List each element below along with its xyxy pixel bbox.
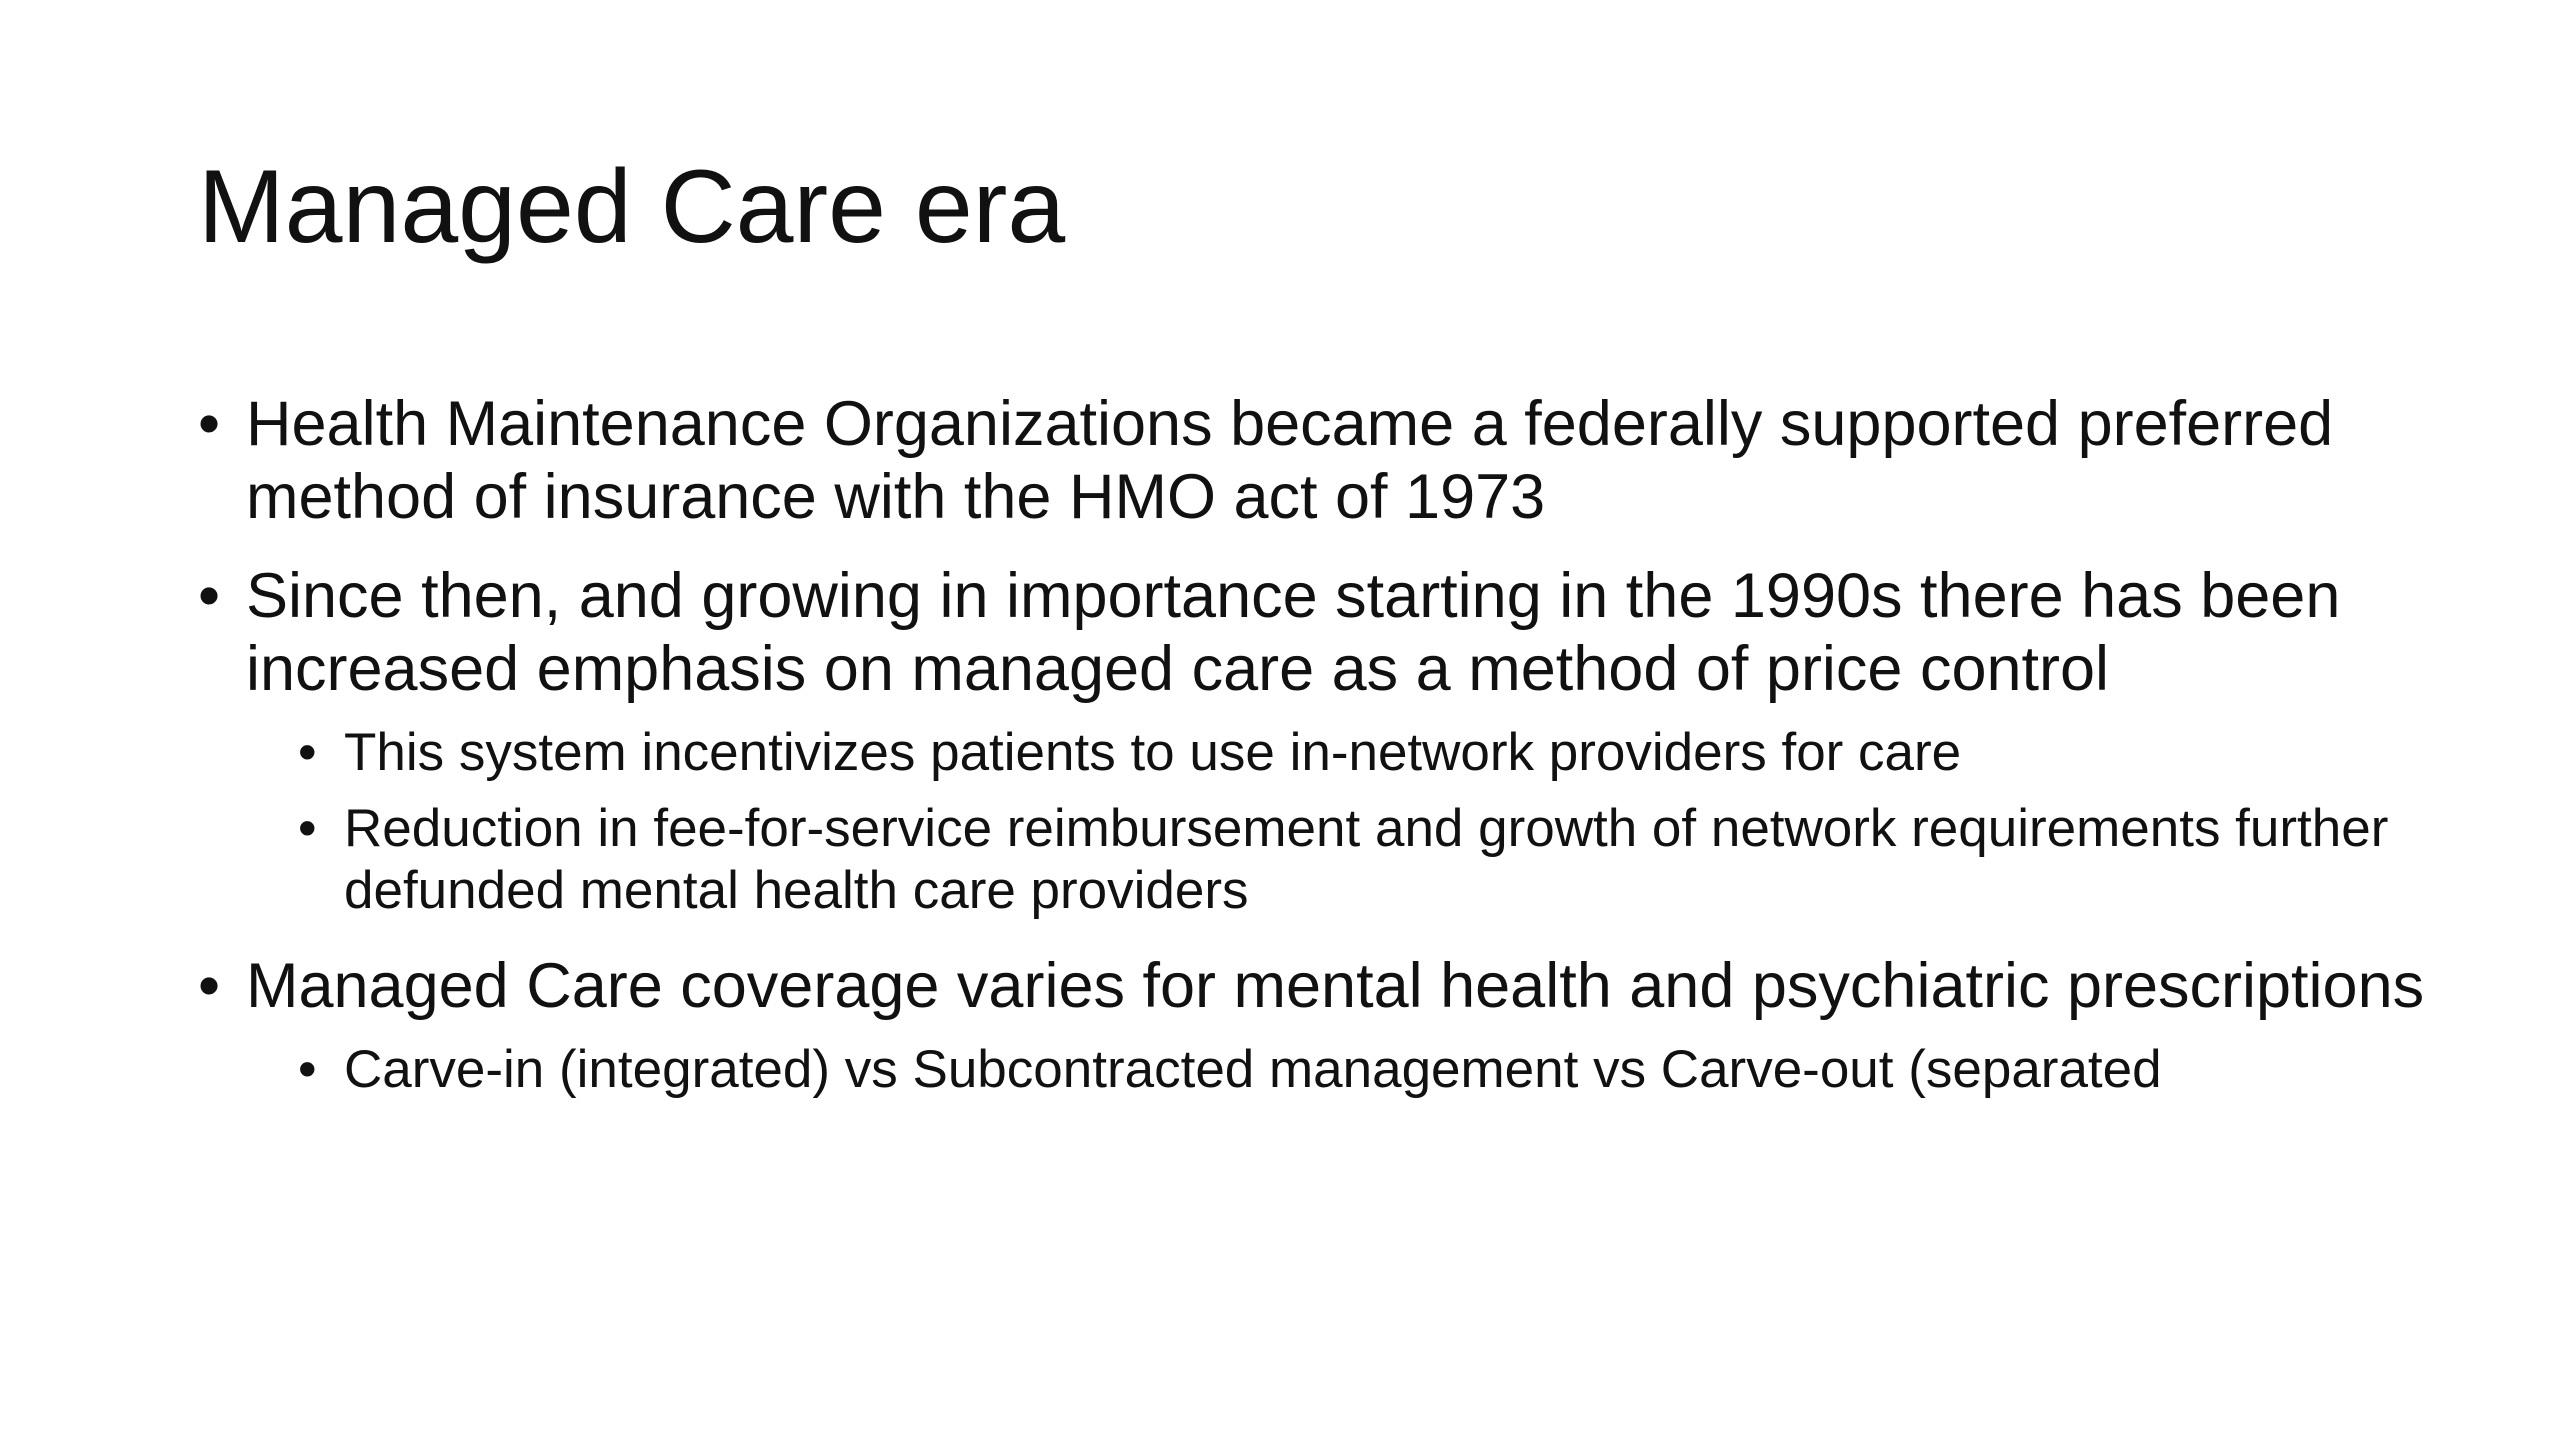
bullet-dot-icon: • <box>198 561 221 631</box>
bullet-item <box>198 388 2438 534</box>
bullet-text: Since then, and growing in importance starting in the 1990s there has been increased emphasis on managed care as a method of price control <box>246 561 2341 704</box>
bullet-dot-icon: • <box>198 389 221 459</box>
slide-title: Managed Care era <box>198 149 1066 265</box>
bullet-dot-icon: • <box>198 951 221 1021</box>
sub-bullet-text: This system incentivizes patients to use in-network providers for care <box>344 723 1962 782</box>
bullet-text: Health Maintenance Organizations became a federally supported preferred method of insurance with the HMO act of 1973 <box>246 389 2334 532</box>
sub-bullet-list <box>294 722 2438 922</box>
sub-bullet-text: Reduction in fee-for-service reimbursement and growth of network requirements further defunded mental health care providers <box>344 799 2389 920</box>
sub-bullet-list <box>294 1039 2438 1101</box>
slide-body <box>198 388 2438 1101</box>
bullet-dot-icon: • <box>298 799 317 858</box>
sub-bullet-item <box>294 1039 2438 1101</box>
bullet-item <box>198 560 2438 922</box>
bullet-dot-icon: • <box>298 1040 317 1099</box>
sub-bullet-item <box>294 798 2438 922</box>
bullet-item <box>198 950 2438 1101</box>
sub-bullet-item <box>294 722 2438 784</box>
sub-bullet-text: Carve-in (integrated) vs Subcontracted management vs Carve-out (separated <box>344 1040 2162 1099</box>
bullet-text: Managed Care coverage varies for mental health and psychiatric prescriptions <box>246 951 2425 1021</box>
bullet-dot-icon: • <box>298 723 317 782</box>
